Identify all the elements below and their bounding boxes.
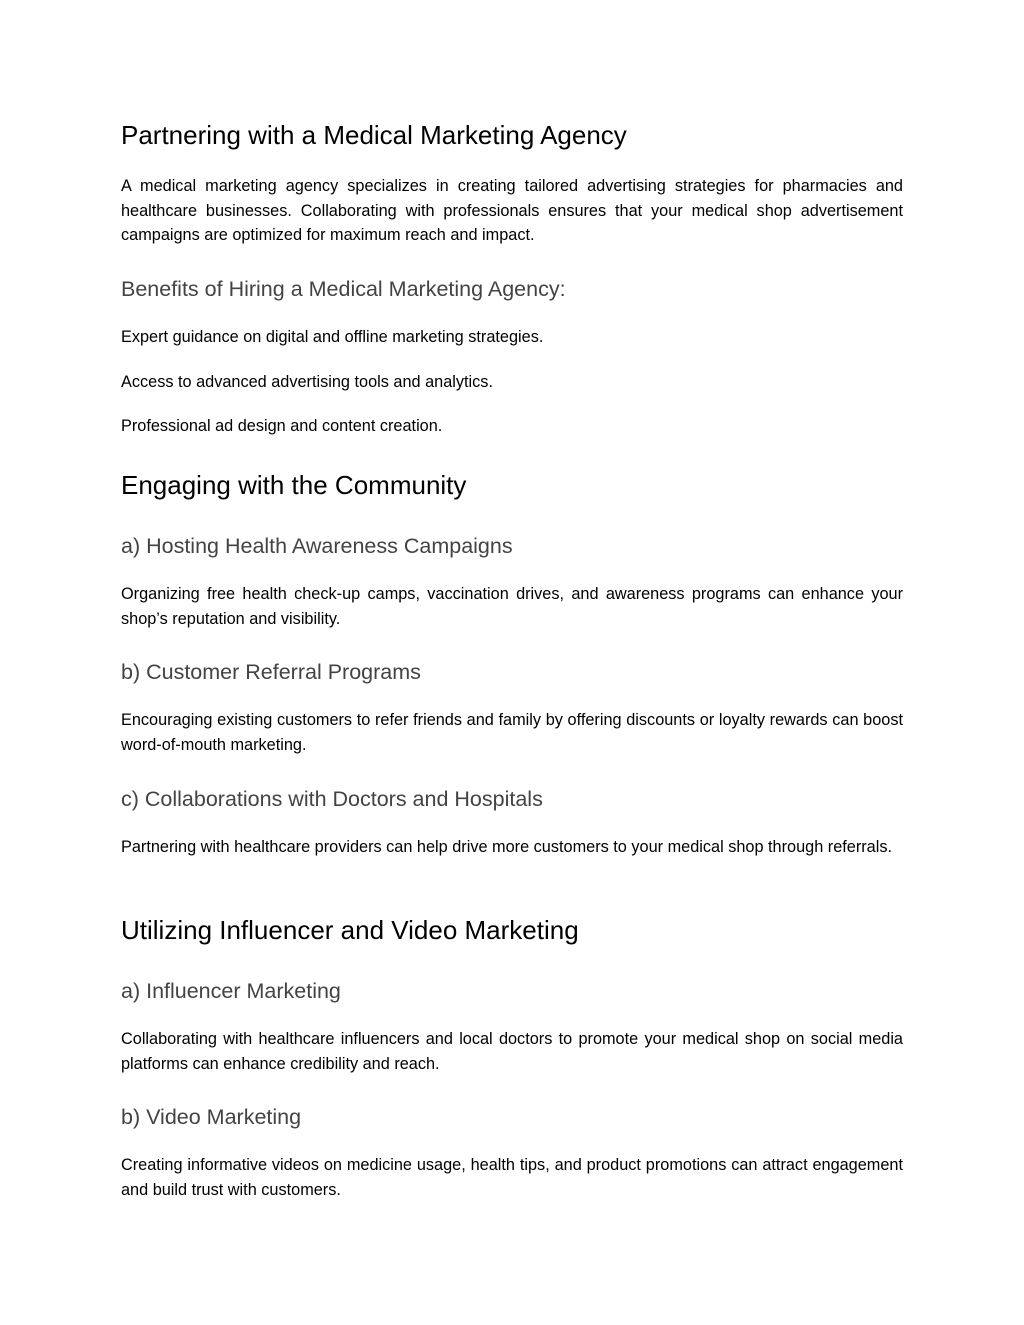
benefit-item: Access to advanced advertising tools and analytics. [121,373,493,391]
benefit-item: Expert guidance on digital and offline marketing strategies. [121,328,544,346]
section-title-community: Engaging with the Community [121,470,467,500]
subsection-heading: c) Collaborations with Doctors and Hospitals [121,787,543,811]
subsection-paragraph: Partnering with healthcare providers can help drive more customers to your medical shop through referrals. [121,838,893,856]
benefits-heading: Benefits of Hiring a Medical Marketing Agency: [121,277,566,301]
subsection-paragraph: Collaborating with healthcare influencers and local doctors to promote your medical shop on social media platforms can enhance credibility and reach. [121,1030,903,1073]
benefit-item: Professional ad design and content creation. [121,417,443,435]
section-title-agency: Partnering with a Medical Marketing Agency [121,120,627,150]
agency-intro-paragraph: A medical marketing agency specializes in creating tailored advertising strategies for pharmacies and healthcare businesses. Collaborating with professionals ensures that your medical shop advertisement campaigns are optimized for maximum reach and impact. [121,177,903,245]
subsection-paragraph: Encouraging existing customers to refer friends and family by offering discounts or loyalty rewards can boost word-of-mouth marketing. [121,711,903,754]
subsection-heading: a) Influencer Marketing [121,979,341,1003]
subsection-heading: b) Customer Referral Programs [121,660,421,684]
section-title-influencer: Utilizing Influencer and Video Marketing [121,915,579,945]
subsection-heading: a) Hosting Health Awareness Campaigns [121,534,513,558]
subsection-heading: b) Video Marketing [121,1105,302,1129]
subsection-paragraph: Organizing free health check-up camps, vaccination drives, and awareness programs can enhance your shop’s reputation and visibility. [121,585,903,628]
subsection-paragraph: Creating informative videos on medicine usage, health tips, and product promotions can attract engagement and build trust with customers. [121,1156,903,1199]
